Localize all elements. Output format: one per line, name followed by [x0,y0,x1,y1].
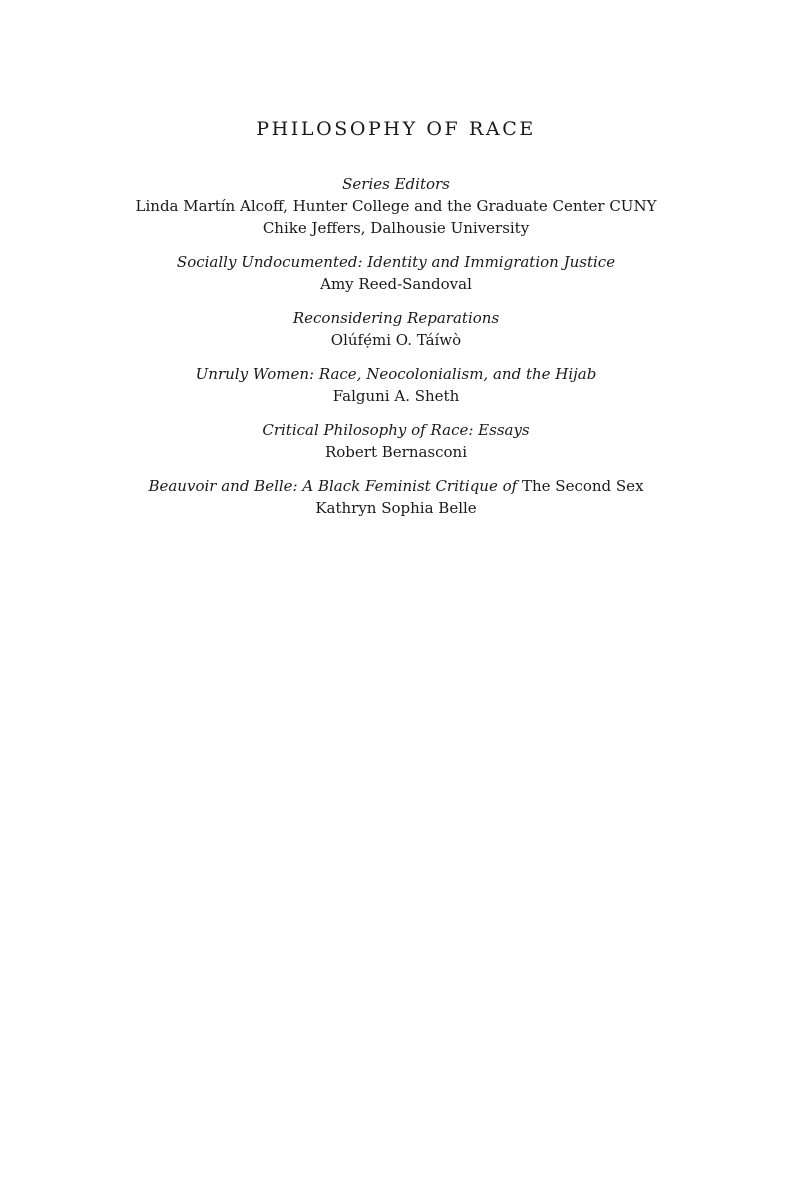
series-editors-heading: Series Editors [342,175,450,193]
book-entry [0,475,792,519]
book-author: Falguni A. Sheth [332,387,460,405]
series-title: PHILOSOPHY OF RACE [256,118,536,140]
editor-name: Linda Martín Alcoff, Hunter College and the Graduate Center CUNY [135,197,657,215]
book-title [0,475,792,497]
book-entry [0,419,792,463]
book-title: Unruly Women: Race, Neocolonialism, and the Hijab [195,365,597,383]
book-title: Critical Philosophy of Race: Essays [262,421,530,439]
book-title: Reconsidering Reparations [292,309,500,327]
book-title: Socially Undocumented: Identity and Immigration Justice [176,253,616,271]
book-entry [0,251,792,295]
book-title-roman-part: The Second Sex [521,477,644,495]
editor-name: Chike Jeffers, Dalhousie University [262,219,530,237]
book-author: Amy Reed-Sandoval [320,275,472,293]
book-author: Kathryn Sophia Belle [315,499,477,517]
book-entry [0,307,792,351]
book-entry [0,363,792,407]
series-editors-block [0,173,792,239]
book-title-italic-part: Beauvoir and Belle: A Black Feminist Critique of [148,477,518,495]
book-author: Olúfẹ́mi O. Táíwò [330,331,462,349]
book-author: Robert Bernasconi [324,443,468,461]
